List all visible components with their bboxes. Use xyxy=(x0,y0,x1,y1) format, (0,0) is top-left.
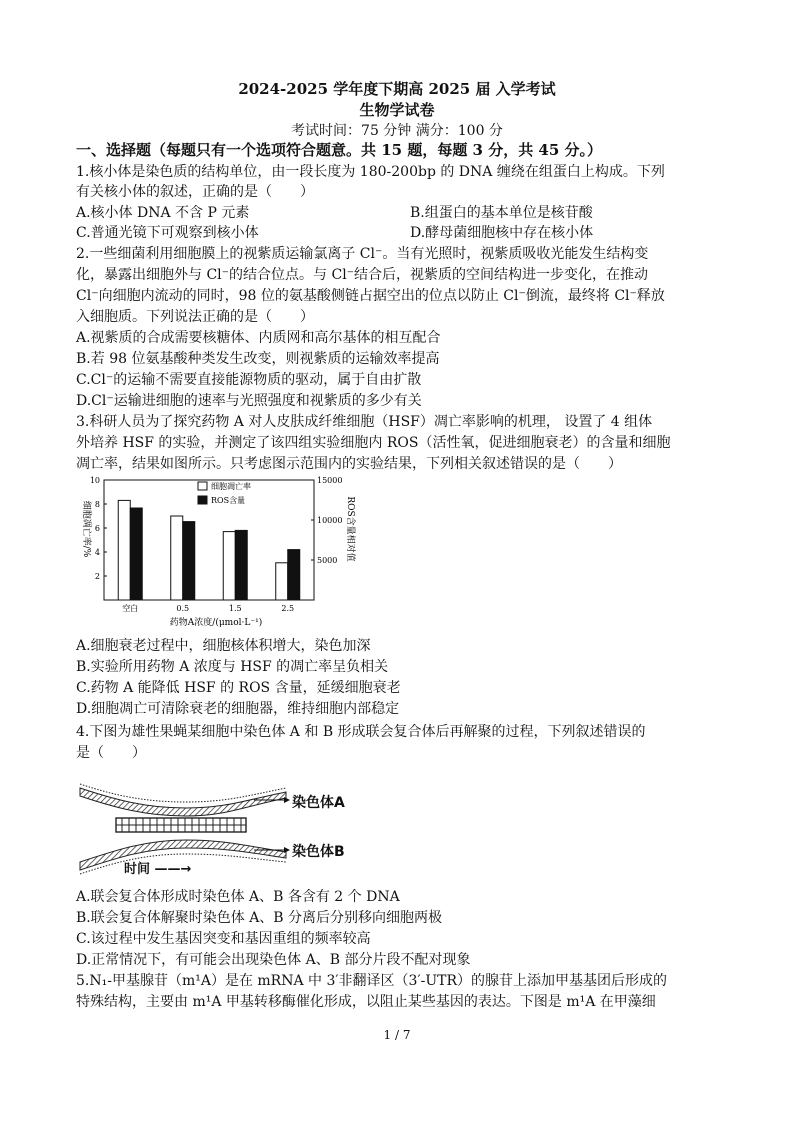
chart-legend xyxy=(198,481,251,505)
q2-option-b: B.若 98 位氨基酸种类发生改变，则视紫质的运输效率提高 xyxy=(76,351,440,367)
q1-options-row1 xyxy=(76,203,726,223)
q2-option-d: D.Cl⁻运输进细胞的速率与光照强度和视紫质的多少有关 xyxy=(76,393,422,409)
q3-option-a: A.细胞衰老过程中，细胞核体积增大，染色加深 xyxy=(76,638,371,654)
exam-info: 考试时间：75 分钟 满分：100 分 xyxy=(291,123,503,139)
y-tick-label: 8 xyxy=(94,500,100,509)
q4-option-a: A.联会复合体形成时染色体 A、B 各含有 2 个 DNA xyxy=(76,889,400,905)
y-tick-label: 4 xyxy=(94,548,100,557)
q3-option-d: D.细胞凋亡可清除衰老的细胞器，维持细胞内部稳定 xyxy=(76,701,400,717)
q3-stem-line3: 凋亡率，结果如图所示。只考虑图示范围内的实验结果，下列相关叙述错误的是（ ） xyxy=(76,456,622,472)
x-tick-label: 0.5 xyxy=(176,604,190,613)
apoptosis-bar xyxy=(276,563,288,600)
q2-option-a: A.视紫质的合成需要核糖体、内质网和高尔基体的相互配合 xyxy=(76,330,441,346)
q3-stem-line2: 外培养 HSF 的实验，并测定了该四组实验细胞内 ROS（活性氧，促进细胞衰老）的含量和细胞 xyxy=(76,435,671,451)
q3-bar-chart xyxy=(76,472,366,630)
y2-tick-label: 5000 xyxy=(317,556,338,565)
q1-stem-line1: 1.核小体是染色质的结构单位，由一段长度为 180-200bp 的 DNA 缠绕在组蛋白上构成。下列 xyxy=(76,164,665,180)
q4-option-b: B.联会复合体解聚时染色体 A、B 分离后分别移向细胞两极 xyxy=(76,910,443,926)
ros-bar xyxy=(183,522,195,600)
legend-swatch xyxy=(198,482,207,490)
legend-label: ROS含量 xyxy=(211,496,246,505)
q3-option-b: B.实验所用药物 A 浓度与 HSF 的凋亡率呈负相关 xyxy=(76,659,389,675)
y2-tick-label: 10000 xyxy=(317,516,343,525)
legend-swatch xyxy=(198,496,207,504)
chart-y-axis-label: 细胞凋亡率/% xyxy=(81,500,91,558)
q2-stem-line3: Cl⁻向细胞内流动的同时，98 位的氨基酸侧链占据空出的位点以防止 Cl⁻倒流，最终将 Cl⁻释放 xyxy=(76,288,665,304)
y-tick-label: 6 xyxy=(94,524,100,533)
ros-bar xyxy=(130,508,142,600)
exam-title: 2024-2025 学年度下期高 2025 届 入学考试 xyxy=(238,80,556,98)
x-tick-label: 空白 xyxy=(122,604,139,613)
exam-subject: 生物学试卷 xyxy=(359,101,435,119)
time-axis-label xyxy=(124,858,191,877)
q1-options-row2 xyxy=(76,223,726,243)
q4-option-c: C.该过程中发生基因突变和基因重组的频率较高 xyxy=(76,931,371,947)
y-tick-label: 10 xyxy=(89,476,100,485)
page-number: 1 / 7 xyxy=(383,1028,411,1042)
time-arrow-icon: ——→ xyxy=(154,862,192,877)
q3-option-c: C.药物 A 能降低 HSF 的 ROS 含量，延缓细胞衰老 xyxy=(76,680,401,696)
q4-stem-line2: 是（ ） xyxy=(76,745,146,761)
apoptosis-bar xyxy=(118,500,130,600)
q1-stem-line2: 有关核小体的叙述，正确的是（ ） xyxy=(76,184,314,200)
q2-stem-line2: 化，暴露出细胞外与 Cl⁻的结合位点。与 Cl⁻结合后，视紫质的空间结构进一步变化，在推动 xyxy=(76,267,649,283)
q1-option-d: D.酵母菌细胞核中存在核小体 xyxy=(410,225,594,241)
q2-option-c: C.Cl⁻的运输不需要直接能源物质的驱动，属于自由扩散 xyxy=(76,372,422,388)
q1-option-c: C.普通光镜下可观察到核小体 xyxy=(76,225,259,241)
x-tick-label: 2.5 xyxy=(281,604,295,613)
q2-stem-line1: 2.一些细菌利用细胞膜上的视紫质运输氯离子 Cl⁻。当有光照时，视紫质吸收光能发生结构变 xyxy=(76,246,649,262)
q3-stem-line1: 3.科研人员为了探究药物 A 对人皮肤成纤维细胞（HSF）凋亡率影响的机理， 设置了 4 组体 xyxy=(76,414,653,430)
chart-bars xyxy=(118,500,300,600)
ros-bar xyxy=(288,550,300,600)
q2-stem-line4: 入细胞质。下列说法正确的是（ ） xyxy=(76,309,314,325)
ros-bar xyxy=(235,530,247,600)
section-heading: 一、选择题（每题只有一个选项符合题意。共 15 题，每题 3 分，共 45 分。） xyxy=(76,141,603,159)
x-tick-label: 1.5 xyxy=(228,604,242,613)
apoptosis-bar xyxy=(223,532,235,600)
q5-stem-line2: 特殊结构，主要由 m¹A 甲基转移酶催化形成，以阻止某些基因的表达。下图是 m¹A 在甲藻细 xyxy=(76,994,656,1010)
q1-option-a: A.核小体 DNA 不含 P 元素 xyxy=(76,205,250,221)
chart-x-axis-label: 药物A浓度/(μmol·L⁻¹) xyxy=(169,618,263,628)
y2-tick-label: 15000 xyxy=(317,476,343,485)
chromosome-a-label: 染色体A xyxy=(292,795,345,811)
apoptosis-bar xyxy=(171,516,183,600)
chromosome-b-label: 染色体B xyxy=(292,844,345,860)
q5-stem-line1: 5.N₁-甲基腺苷（m¹A）是在 mRNA 中 3′非翻译区（3′-UTR）的腺苷上添加甲基基团后形成的 xyxy=(76,973,668,989)
q4-stem-line1: 4.下图为雄性果蝇某细胞中染色体 A 和 B 形成联会复合体后再解聚的过程，下列叙述错误的 xyxy=(76,724,646,740)
time-label-text: 时间 xyxy=(124,862,151,877)
q4-option-d: D.正常情况下，有可能会出现染色体 A、B 部分片段不配对现象 xyxy=(76,952,471,968)
chart-y2-axis-label: ROS含量相对值 xyxy=(345,496,355,562)
y-tick-label: 2 xyxy=(94,572,100,581)
q1-option-b: B.组蛋白的基本单位是核苷酸 xyxy=(410,205,593,221)
legend-label: 细胞凋亡率 xyxy=(211,482,251,491)
